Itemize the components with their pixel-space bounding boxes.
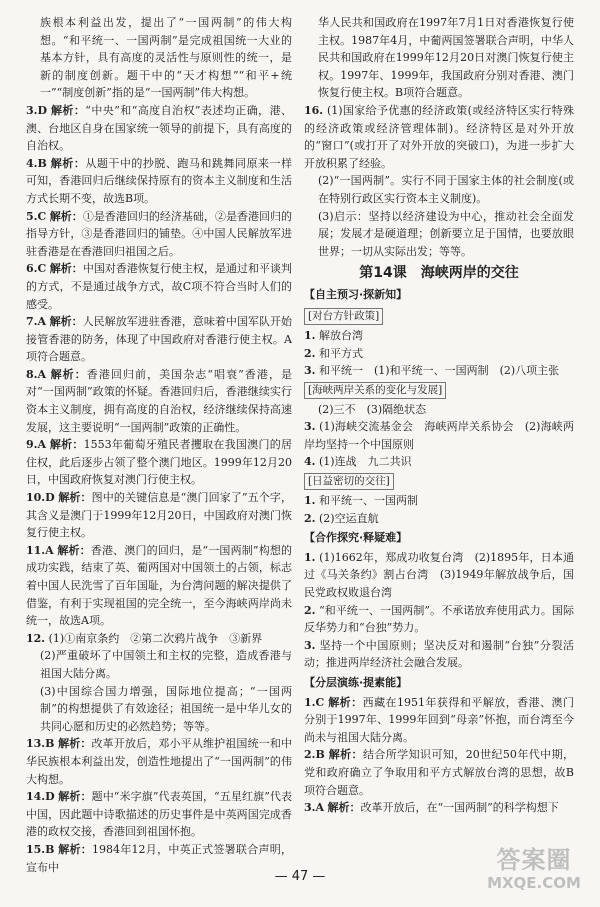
answer-item xyxy=(304,102,574,172)
question-number: 3. xyxy=(304,364,316,378)
question-number: 10.D xyxy=(26,491,55,505)
answer-text: 中国对香港恢复行使主权，是通过和平谈判的方式，不是通过战争方式，故C项不符合当时人们的感受。 xyxy=(26,262,293,311)
question-number: 3.D xyxy=(26,103,48,117)
question-number: 2. xyxy=(304,511,316,525)
question-number: 15.B xyxy=(26,842,55,856)
answer-text: (1)1662年，郑成功收复台湾 (2)1895年，日本通过《马关条约》割占台湾 (3)1949年解放战争后，国民党政权败退台湾 xyxy=(304,550,574,600)
answer-item xyxy=(304,637,574,672)
subsection-relations: [海峡两岸关系的变化与发展] xyxy=(304,382,446,399)
analysis-label: 解析： xyxy=(58,737,92,751)
analysis-label: 解析： xyxy=(57,543,91,557)
answer-text: 华人民共和国政府在1997年7月1日对香港恢复行使主权。1987年4月，中葡两国签署联合声明，中华人民共和国政府在1999年12月20日对澳门恢复行使主权。1997年、1999年，我国政府分别对香港、澳门恢复行使主权。B项符合题意。 xyxy=(318,16,574,100)
analysis-label: 解析： xyxy=(50,156,86,170)
answer-text: (2)空运直航 xyxy=(318,511,379,525)
relations-answers xyxy=(304,401,574,471)
answer-text: 和平方式 xyxy=(318,346,363,360)
answer-text: 结合所学知识可知，20世纪50年代中期，党和政府确立了争取用和平方式解放台湾的思想，故B项符合题意。 xyxy=(304,748,575,797)
answer-text: 题中“米字旗”代表英国，“五星红旗”代表中国，因此题中诗歌描述的历史事件是中英两国完成香港的政权交接，香港回到祖国怀抱。 xyxy=(26,790,293,839)
subsection-exchange: [日益密切的交往] xyxy=(304,473,394,490)
answer-item xyxy=(304,401,574,419)
question-number: 2. xyxy=(304,346,316,360)
question-number: 1.C xyxy=(304,695,325,709)
answer-item xyxy=(26,208,292,261)
explore-answers xyxy=(304,549,574,672)
answer-text: 从题干中的抄脱、跑马和跳舞同原来一样可知，香港回归后继续保持原有的资本主义制度和生活方式长期不变，故选B项。 xyxy=(26,156,293,205)
answer-text: (1)连战 九二共识 xyxy=(318,455,412,469)
answer-item xyxy=(26,436,292,489)
section-explore: 【合作探究·释疑难】 xyxy=(304,531,408,545)
analysis-label: 解析： xyxy=(49,209,83,223)
answer-item xyxy=(304,746,574,799)
answer-text: 1984年12月，中英正式签署联合声明，宣布中 xyxy=(26,842,293,874)
answer-text: 图中的关键信息是“澳门回家了”五个字，其含义是澳门于1999年12月20日，中国政府对澳门恢复行使主权。 xyxy=(26,491,293,540)
answer-text: 人民解放军进驻香港，意味着中国军队开始接管香港的防务，体现了中国政府对香港行使主权。A项符合题意。 xyxy=(26,315,293,364)
section-practice: 【分层演练·提素能】 xyxy=(304,676,408,689)
answer-text: 改革开放后，邓小平从维护祖国统一和中华民族根本利益出发，创造性地提出了“一国两制”的伟大构想。 xyxy=(26,737,293,786)
right-top-answers xyxy=(304,14,574,260)
analysis-label: 解析： xyxy=(328,695,363,709)
analysis-label: 解析： xyxy=(50,103,86,117)
answer-item xyxy=(304,172,574,207)
answer-text: (2)“一国两制”。实行不同于国家主体的社会制度(或在特别行政区实行资本主义制度)。 xyxy=(318,174,574,205)
question-number: 12. xyxy=(26,631,46,645)
question-number: 2.B xyxy=(304,748,325,762)
answer-text: 和平统一 (1)和平统一、一国两制 (2)八项主张 xyxy=(318,364,560,378)
question-number: 1. xyxy=(304,494,316,508)
answer-item xyxy=(26,366,292,436)
page-number: — 47 — xyxy=(274,869,326,884)
answer-text: (1)国家给予优惠的经济政策(或经济特区实行特殊的经济政策或经济管理体制)。经济特区是对外开放的“窗口”(或打开了对外开放的突破口)，为进一步扩大开放积累了经验。 xyxy=(304,103,575,170)
answer-item xyxy=(304,418,574,453)
analysis-label: 解析： xyxy=(58,790,92,804)
analysis-label: 解析： xyxy=(58,842,93,856)
answer-item xyxy=(26,542,292,630)
question-number: 1. xyxy=(304,328,316,342)
question-number: 11.A xyxy=(26,543,54,557)
question-number: 4.B xyxy=(26,156,47,170)
question-number: 6.C xyxy=(26,262,47,276)
answer-item xyxy=(26,647,292,682)
question-number: 5.C xyxy=(26,209,47,223)
question-number: 9.A xyxy=(26,438,47,452)
answer-item xyxy=(304,345,574,363)
answer-item xyxy=(304,208,574,261)
answer-text: (3)中国综合国力增强，国际地位提高；“一国两制”的构想提供了有效途径；祖国统一是中华儿女的共同心愿和历史的必然趋势；等等。 xyxy=(40,684,292,733)
answer-item xyxy=(304,602,574,637)
watermark-logo: 答案圈 MXQE.COM xyxy=(487,846,581,892)
answer-item xyxy=(304,799,574,817)
answer-item xyxy=(26,489,292,542)
answer-text: (2)三不 (3)隔绝状态 xyxy=(318,402,427,416)
answer-text: 和平统一、一国两制 xyxy=(318,494,418,508)
answer-item xyxy=(26,735,292,788)
exchange-answers xyxy=(304,492,574,527)
question-number: 1. xyxy=(304,550,316,564)
answer-text: 坚持一个中国原则；坚决反对和遏制“台独”分裂活动；推进两岸经济社会融合发展。 xyxy=(304,638,575,670)
answer-text: (3)启示：坚持以经济建设为中心，推动社会全面发展；发展才是硬道理；创新要立足于国情，也要放眼世界；一切从实际出发；等等。 xyxy=(318,209,574,258)
analysis-label: 解析： xyxy=(58,491,92,505)
answer-item xyxy=(304,453,574,471)
answer-item xyxy=(304,327,574,345)
answer-item xyxy=(304,549,574,602)
question-number: 3. xyxy=(304,638,316,652)
analysis-label: 解析： xyxy=(49,262,83,276)
answer-item xyxy=(26,155,292,208)
answer-item xyxy=(26,14,292,102)
practice-answers xyxy=(304,694,574,817)
question-number: 2. xyxy=(304,603,316,617)
answer-text: 西藏在1951年获得和平解放，香港、澳门分别于1997年、1999年回到“母亲”怀抱，而台湾至今尚未与祖国大陆分离。 xyxy=(304,695,575,744)
lesson-title: 第14课 海峡两岸的交往 xyxy=(359,265,519,282)
answer-text: “中央”和“高度自治权”表述均正确，港、澳、台地区自身在国家统一领导的前提下，具有高度的自治权。 xyxy=(26,103,293,153)
question-number: 16. xyxy=(304,103,324,117)
question-number: 7.A xyxy=(26,315,47,329)
question-number: 13.B xyxy=(26,737,55,751)
answer-text: (1)海峡交流基金会 海峡两岸关系协会 (2)海峡两岸均坚持一个中国原则 xyxy=(304,420,574,451)
question-number: 14.D xyxy=(26,790,55,804)
question-number: 3.A xyxy=(304,801,325,815)
analysis-label: 解析： xyxy=(49,438,84,452)
answer-item xyxy=(26,313,292,366)
analysis-label: 解析： xyxy=(49,315,83,329)
answer-item xyxy=(26,260,292,313)
answer-item xyxy=(304,510,574,528)
question-number: 3. xyxy=(304,420,316,434)
answer-text: “和平统一、一国两制”。不承诺放弃使用武力。国际反华势力和“台独”势力。 xyxy=(304,603,574,635)
answer-item xyxy=(26,788,292,841)
answer-item xyxy=(26,102,292,155)
analysis-label: 解析： xyxy=(50,367,87,381)
answer-text: 1553年葡萄牙殖民者攫取在我国澳门的居住权，此后逐步占领了整个澳门地区。1999年12月20日，中国政府恢复对澳门行使主权。 xyxy=(26,438,293,487)
answer-text: 族根本利益出发，提出了“一国两制”的伟大构想。“和平统一、一国两制”是完成祖国统一大业的基本方针，具有高度的灵活性与原则性的统一，是新的制度创新。题干中的“天才构想”“和平+统一”“制度创新”指的是“一国两制”伟大构想。 xyxy=(40,16,292,100)
answer-item xyxy=(304,492,574,510)
analysis-label: 解析： xyxy=(328,748,363,762)
question-number: 8.A xyxy=(26,367,47,381)
analysis-label: 解析： xyxy=(327,801,361,815)
answer-text: (1)①南京条约 ②第二次鸦片战争 ③新界 xyxy=(48,631,263,645)
answer-text: 解放台湾 xyxy=(318,328,363,342)
answer-text: 改革开放后，在“一国两制”的科学构想下 xyxy=(360,801,559,815)
right-column xyxy=(304,14,574,817)
answer-item xyxy=(26,683,292,736)
left-column xyxy=(26,14,292,876)
answer-text: 香港、澳门的回归，是“一国两制”构想的成功实践，结束了英、葡两国对中国领土的占领，标志着中国人民洗雪了百年国耻，为台湾问题的解决提供了借鉴，有利于实现祖国的完全统一，至今海峡两岸尚未统一，故选A项。 xyxy=(26,543,293,628)
answer-text: ①是香港回归的经济基础，②是香港回归的指导方针，③是香港回归的铺垫。④中国人民解放军进驻香港是在香港回归祖国之后。 xyxy=(26,209,293,258)
answer-text: (2)严重破坏了中国领土和主权的完整，造成香港与祖国大陆分离。 xyxy=(40,649,292,680)
answer-text: 香港回归前，美国杂志“唱衰”香港，是对“一国两制”政策的怀疑。香港回归后，香港继续实行资本主义制度，拥有高度的自治权，经济继续保持高速发展，这主要说明“一国两制”政策的正确性。 xyxy=(26,367,293,434)
subsection-policy: [对台方针政策] xyxy=(304,308,383,325)
policy-answers xyxy=(304,327,574,380)
answer-item xyxy=(26,630,292,648)
answer-item xyxy=(304,14,574,102)
answer-item xyxy=(304,694,574,747)
section-preview: 【自主预习·探新知】 xyxy=(304,288,408,302)
answer-item xyxy=(304,362,574,380)
question-number: 4. xyxy=(304,455,316,469)
